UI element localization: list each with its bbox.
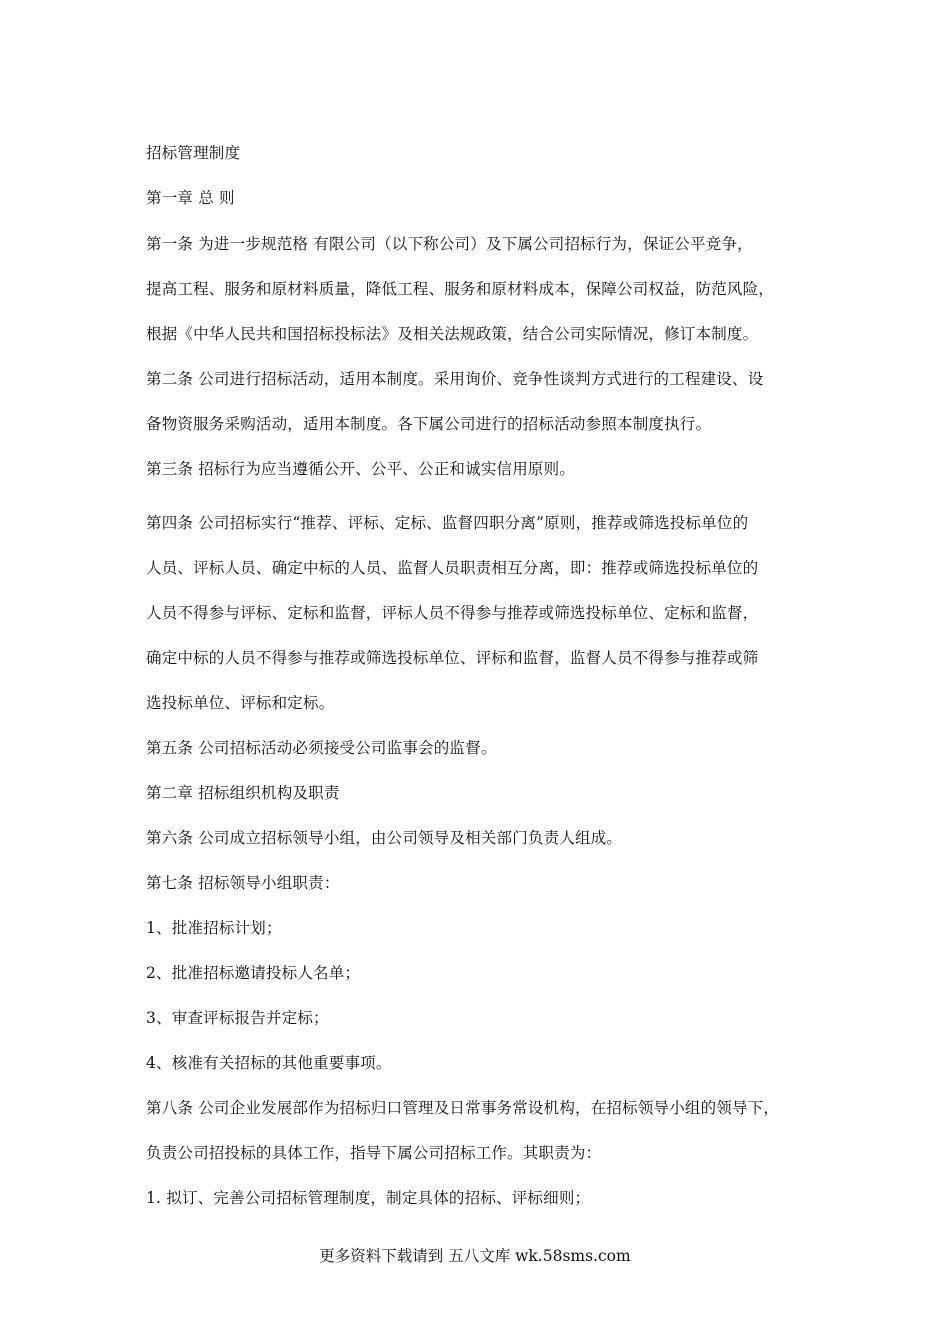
paragraph-line: 人员、评标人员、确定中标的人员、监督人员职责相互分离，即：推荐或筛选投标单位的 xyxy=(146,559,759,577)
list-item: 1. 拟订、完善公司招标管理制度，制定具体的招标、评标细则； xyxy=(146,1189,591,1207)
list-item: 3、审查评标报告并定标； xyxy=(146,1009,329,1027)
page-footer: 更多资料下载请到 五八文库 wk.58sms.com xyxy=(319,1247,631,1265)
document-title: 招标管理制度 xyxy=(146,144,241,162)
paragraph-line: 第二条 公司进行招标活动，适用本制度。采用询价、竞争性谈判方式进行的工程建设、设 xyxy=(146,370,764,388)
paragraph-line: 第五条 公司招标活动必须接受公司监事会的监督。 xyxy=(146,739,497,757)
paragraph-line: 备物资服务采购活动，适用本制度。各下属公司进行的招标活动参照本制度执行。 xyxy=(146,415,712,433)
paragraph-line: 根据《中华人民共和国招标投标法》及相关法规政策，结合公司实际情况，修订本制度。 xyxy=(146,325,759,343)
list-item: 4、核准有关招标的其他重要事项。 xyxy=(146,1054,392,1072)
paragraph-line: 人员不得参与评标、定标和监督，评标人员不得参与推荐或筛选投标单位、定标和监督， xyxy=(146,604,759,622)
paragraph-line: 第八条 公司企业发展部作为招标归口管理及日常事务常设机构，在招标领导小组的领导下， xyxy=(146,1099,780,1117)
paragraph-line: 第七条 招标领导小组职责： xyxy=(146,874,340,892)
paragraph-line: 选投标单位、评标和定标。 xyxy=(146,694,335,712)
paragraph-line: 确定中标的人员不得参与推荐或筛选投标单位、评标和监督，监督人员不得参与推荐或筛 xyxy=(146,649,759,667)
chapter-heading: 第一章 总 则 xyxy=(146,189,235,207)
paragraph-line: 第四条 公司招标实行“推荐、评标、定标、监督四职分离”原则，推荐或筛选投标单位的 xyxy=(146,514,749,532)
paragraph-line: 第三条 招标行为应当遵循公开、公平、公正和诚实信用原则。 xyxy=(146,460,576,478)
chapter-heading: 第二章 招标组织机构及职责 xyxy=(146,784,340,802)
paragraph-line: 第一条 为进一步规范格 有限公司（以下称公司）及下属公司招标行为，保证公平竞争， xyxy=(146,235,753,253)
paragraph-line: 第六条 公司成立招标领导小组，由公司领导及相关部门负责人组成。 xyxy=(146,829,623,847)
list-item: 1、批准招标计划； xyxy=(146,919,282,937)
paragraph-line: 负责公司招投标的具体工作，指导下属公司招标工作。其职责为： xyxy=(146,1144,602,1162)
list-item: 2、批准招标邀请投标人名单； xyxy=(146,964,361,982)
paragraph-line: 提高工程、服务和原材料质量，降低工程、服务和原材料成本，保障公司权益，防范风险， xyxy=(146,280,775,298)
